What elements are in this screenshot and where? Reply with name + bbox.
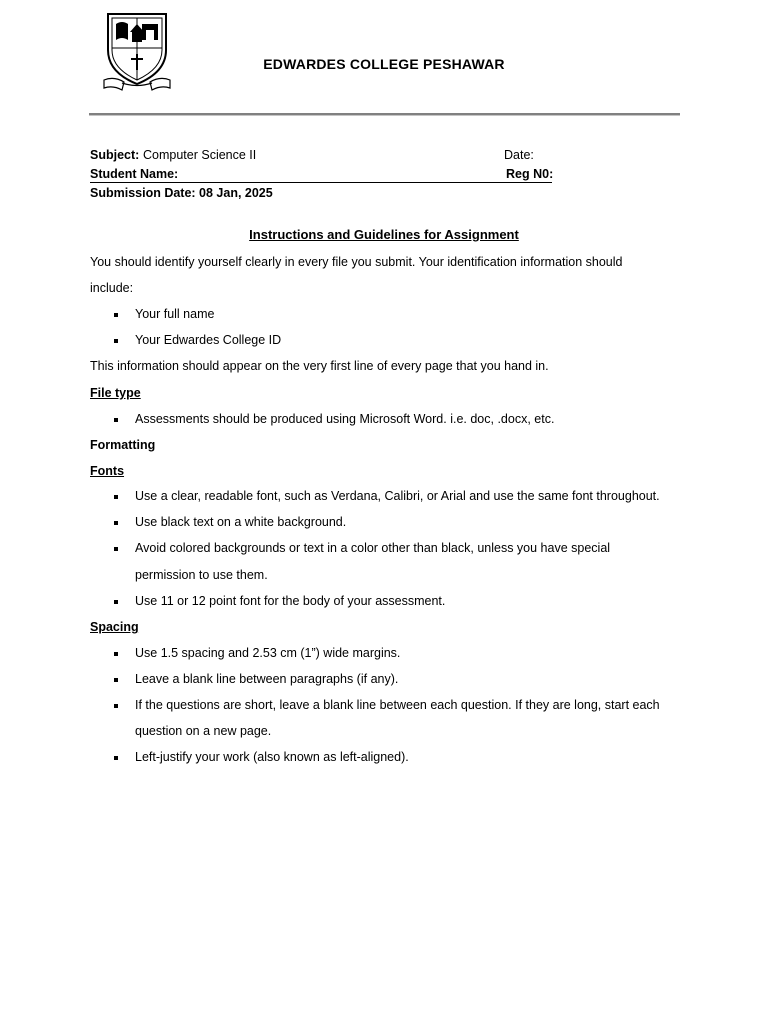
bullet-icon: [114, 495, 118, 499]
bullet-icon: [114, 521, 118, 525]
intro-item-full-name: Your full name: [135, 307, 215, 321]
bullet-icon: [114, 547, 118, 551]
college-crest-logo: [102, 10, 172, 92]
file-type-item: Assessments should be produced using Microsoft Word. i.e. doc, .docx, etc.: [135, 412, 555, 426]
subject-label: Subject:: [90, 148, 140, 162]
spacing-item-3-line-1: If the questions are short, leave a blank line between each question. If they are long, start each: [135, 698, 660, 712]
header-divider: [89, 113, 680, 116]
bullet-icon: [114, 756, 118, 760]
bullet-icon: [114, 652, 118, 656]
bullet-icon: [114, 600, 118, 604]
fonts-heading: Fonts: [90, 464, 125, 478]
spacing-heading: Spacing: [90, 620, 139, 634]
intro-after: This information should appear on the very first line of every page that you hand in.: [90, 359, 549, 373]
fonts-item-3-line-2: permission to use them.: [135, 568, 268, 582]
intro-line-1: You should identify yourself clearly in every file you submit. Your identification information should: [90, 255, 623, 269]
formatting-heading: Formatting: [90, 438, 156, 452]
student-name-underline: [90, 182, 552, 183]
fonts-item-3-line-1: Avoid colored backgrounds or text in a color other than black, unless you have special: [135, 541, 611, 555]
bullet-icon: [114, 678, 118, 682]
bullet-icon: [114, 418, 118, 422]
fonts-item-1: Use a clear, readable font, such as Verdana, Calibri, or Arial and use the same font throughout.: [135, 489, 660, 503]
file-type-heading: File type: [90, 386, 141, 400]
submission-date: Submission Date: 08 Jan, 2025: [90, 186, 273, 200]
college-name-heading: EDWARDES COLLEGE PESHAWAR: [263, 56, 505, 72]
subject-value: Computer Science II: [143, 148, 257, 162]
spacing-item-4: Left-justify your work (also known as left-aligned).: [135, 750, 409, 764]
spacing-item-1: Use 1.5 spacing and 2.53 cm (1”) wide margins.: [135, 646, 401, 660]
instructions-title: Instructions and Guidelines for Assignment: [249, 227, 519, 242]
date-label: Date:: [504, 148, 534, 162]
spacing-item-3-line-2: question on a new page.: [135, 724, 272, 738]
bullet-icon: [114, 704, 118, 708]
spacing-item-2: Leave a blank line between paragraphs (if any).: [135, 672, 399, 686]
bullet-icon: [114, 339, 118, 343]
student-name-label: Student Name:: [90, 167, 179, 181]
intro-line-2: include:: [90, 281, 134, 295]
fonts-item-2: Use black text on a white background.: [135, 515, 347, 529]
bullet-icon: [114, 313, 118, 317]
fonts-item-4: Use 11 or 12 point font for the body of your assessment.: [135, 594, 446, 608]
intro-item-college-id: Your Edwardes College ID: [135, 333, 282, 347]
reg-no-label: Reg N0:: [506, 167, 554, 181]
